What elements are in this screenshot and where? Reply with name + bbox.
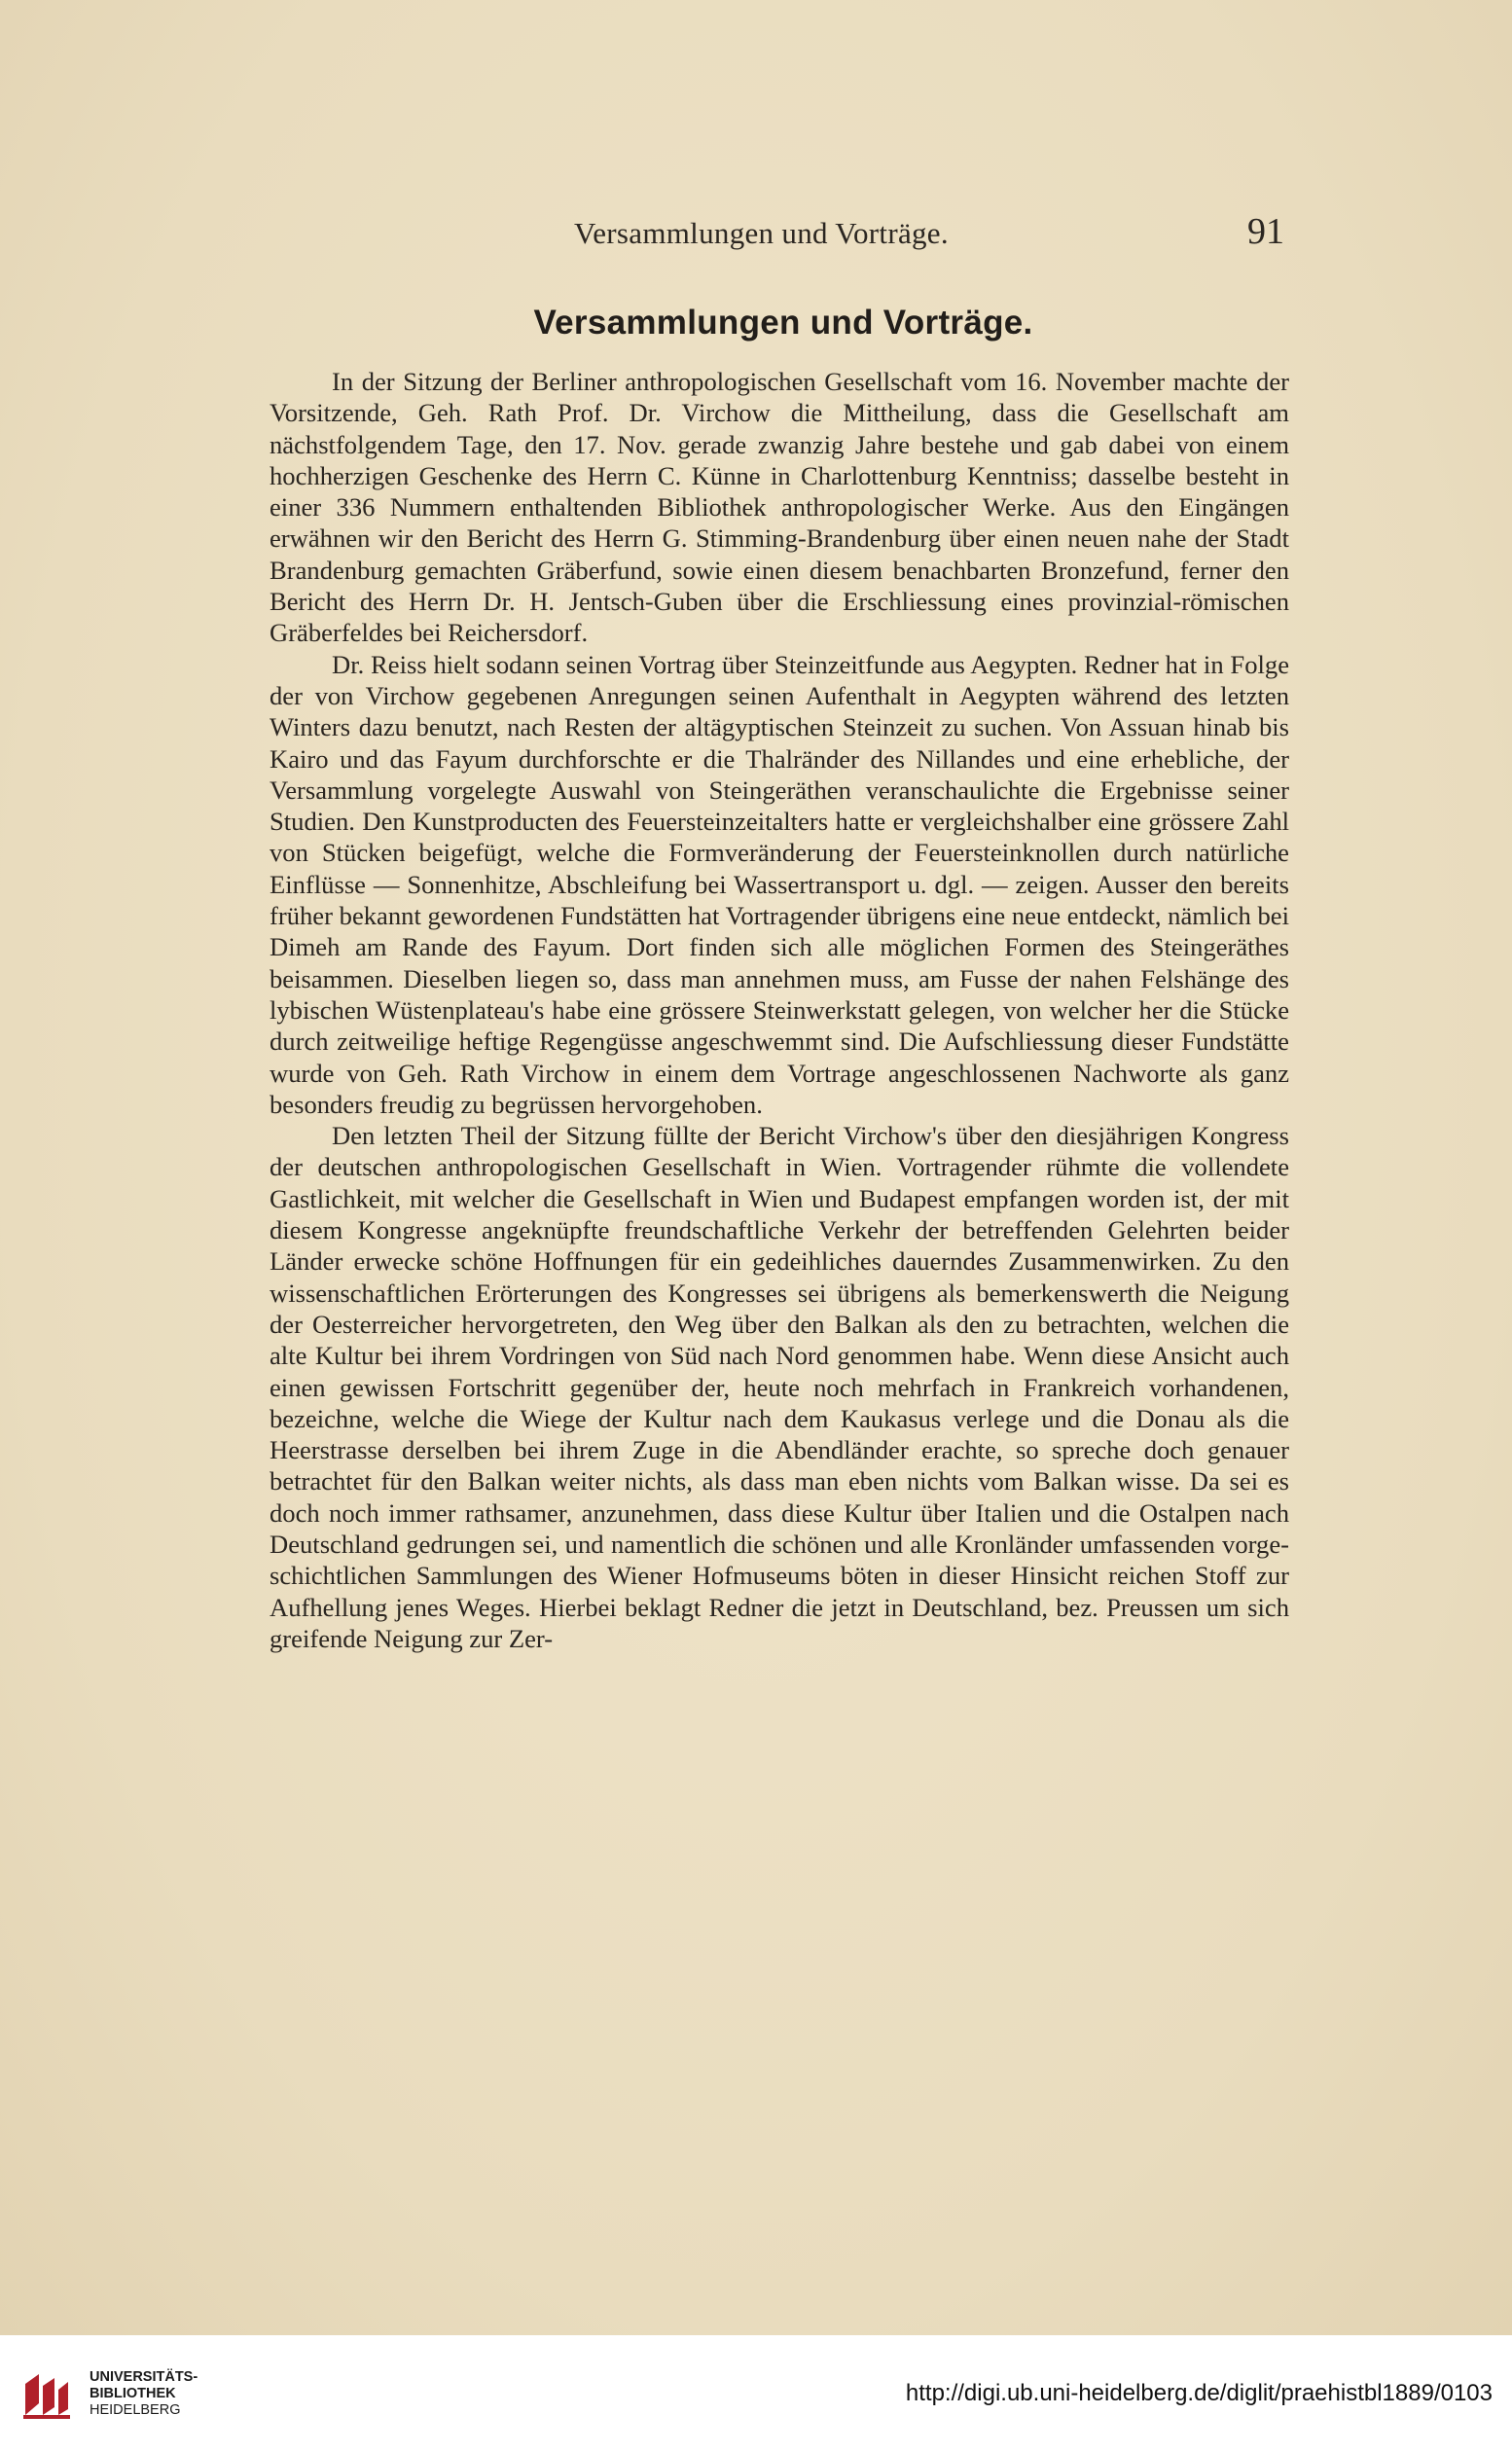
running-head: Versammlungen und Vorträge.	[574, 216, 949, 250]
permalink-url[interactable]: http://digi.ub.uni-heidelberg.de/diglit/praehistbl1889/0103	[905, 2380, 1493, 2406]
institution-line-3: HEIDELBERG	[90, 2402, 181, 2418]
paragraph-2: Dr. Reiss hielt sodann seinen Vortrag über Steinzeitfunde aus Aegypten. Redner hat in Folge der von Virchow gegebenen Anregungen seinen Aufenthalt in Aegypten während des letzten Winters dazu benutzt, nach Resten der altägyptischen Steinzeit zu suchen. Von Assuan hinab bis Kairo und das Fayum durchforschte er die Thalränder des Nillandes und eine erhebliche, der Versammlung vorgelegte Auswahl von Steingeräthen veranschaulichte die Ergebnisse seiner Studien. Den Kunstproducten des Feuersteinzeitalters hatte er vergleichshalber eine grössere Zahl von Stücken beigefügt, welche die Formveränderung der Feuersteinknollen durch natürliche Einflüsse — Sonnenhitze, Abschleifung bei Wassertransport u. dgl. — zeigen. Ausser den bereits früher bekannt gewordenen Fundstätten hat Vortragender übrigens eine neue entdeckt, nämlich bei Dimeh am Rande des Fayum. Dort finden sich alle möglichen Formen des Steingeräthes beisammen. Dieselben liegen so, dass man annehmen muss, am Fusse der nahen Felshänge des lybischen Wüstenplateau's habe eine grössere Steinwerkstatt gelegen, von welcher her die Stücke durch zeitweilige heftige Regengüsse angeschwemmt sind. Die Aufschliessung dieser Fundstätte wurde von Geh. Rath Virchow in einem dem Vortrage angeschlossenen Nachworte als ganz besonders freudig zu begrüssen hervorgehoben.	[270, 649, 1289, 1119]
institution-line-2: BIBLIOTHEK	[90, 2386, 176, 2401]
article-title: Versammlungen und Vorträge.	[533, 304, 1033, 342]
page-number: 91	[1247, 211, 1284, 252]
institution-name	[90, 2369, 198, 2419]
heidelberg-library-logo-icon[interactable]	[16, 2364, 76, 2425]
footer-bar	[0, 2335, 1512, 2451]
institution-line-1: UNIVERSITÄTS-	[90, 2369, 198, 2385]
paragraph-1: In der Sitzung der Berliner anthropologischen Gesellschaft vom 16. November machte der Vorsitzende, Geh. Rath Prof. Dr. Virchow die Mittheilung, dass die Gesellschaft am nächstfolgendem Tage, den 17. Nov. gerade zwanzig Jahre bestehe und gab dabei von einem hochherzigen Geschenke des Herrn C. Künne in Charlottenburg Kenntniss; dasselbe besteht in einer 336 Nummern enthaltenden Bibliothek anthropologischer Werke. Aus den Eingängen erwähnen wir den Bericht des Herrn G. Stimming-Brandenburg über einen neuen nahe der Stadt Brandenburg gemachten Gräberfund, sowie einen diesem benachbarten Bronzefund, ferner den Bericht des Herrn Dr. H. Jentsch-Guben über die Erschliessung eines provinzial-römischen Gräberfeldes bei Reichersdorf.	[270, 367, 1289, 648]
paragraph-3: Den letzten Theil der Sitzung füllte der Bericht Virchow's über den diesjährigen Kongress der deutschen anthropologischen Gesellschaft in Wien. Vortragender rühmte die vollendete Gastlichkeit, mit welcher die Gesellschaft in Wien und Budapest empfangen worden ist, der mit diesem Kongresse angeknüpfte freundschaftliche Verkehr der betreffenden Gelehrten beider Länder erwecke schöne Hoffnungen für ein gedeihliches dauerndes Zusammenwirken. Zu den wissenschaftlichen Erörterungen des Kongresses sei übrigens als bemerkenswerth die Neigung der Oesterreicher hervorgetreten, den Weg über den Balkan als den zu betrachten, welchen die alte Kultur bei ihrem Vordringen von Süd nach Nord genommen habe. Wenn diese Ansicht auch einen gewissen Fortschritt gegenüber der, heute noch mehrfach in Frankreich vorhandenen, bezeichne, welche die Wiege der Kultur nach dem Kaukasus verlege und die Donau als die Heerstrasse derselben bei ihrem Zuge in die Abendländer erachte, so spreche doch genauer betrachtet für den Balkan weiter nichts, als dass man eben nichts vom Balkan wisse. Da sei es doch noch immer rathsamer, anzunehmen, dass diese Kultur über Italien und die Ostalpen nach Deutschland gedrungen sei, und namentlich die schönen und alle Kronländer umfassenden vorgeschichtlichen Sammlungen des Wiener Hofmuseums böten in dieser Hinsicht reichen Stoff zur Aufhellung jenes Weges. Hierbei beklagt Redner die jetzt in Deutschland, bez. Preussen um sich greifende Neigung zur Zer-	[270, 1121, 1289, 1653]
article-body	[270, 366, 1289, 1654]
